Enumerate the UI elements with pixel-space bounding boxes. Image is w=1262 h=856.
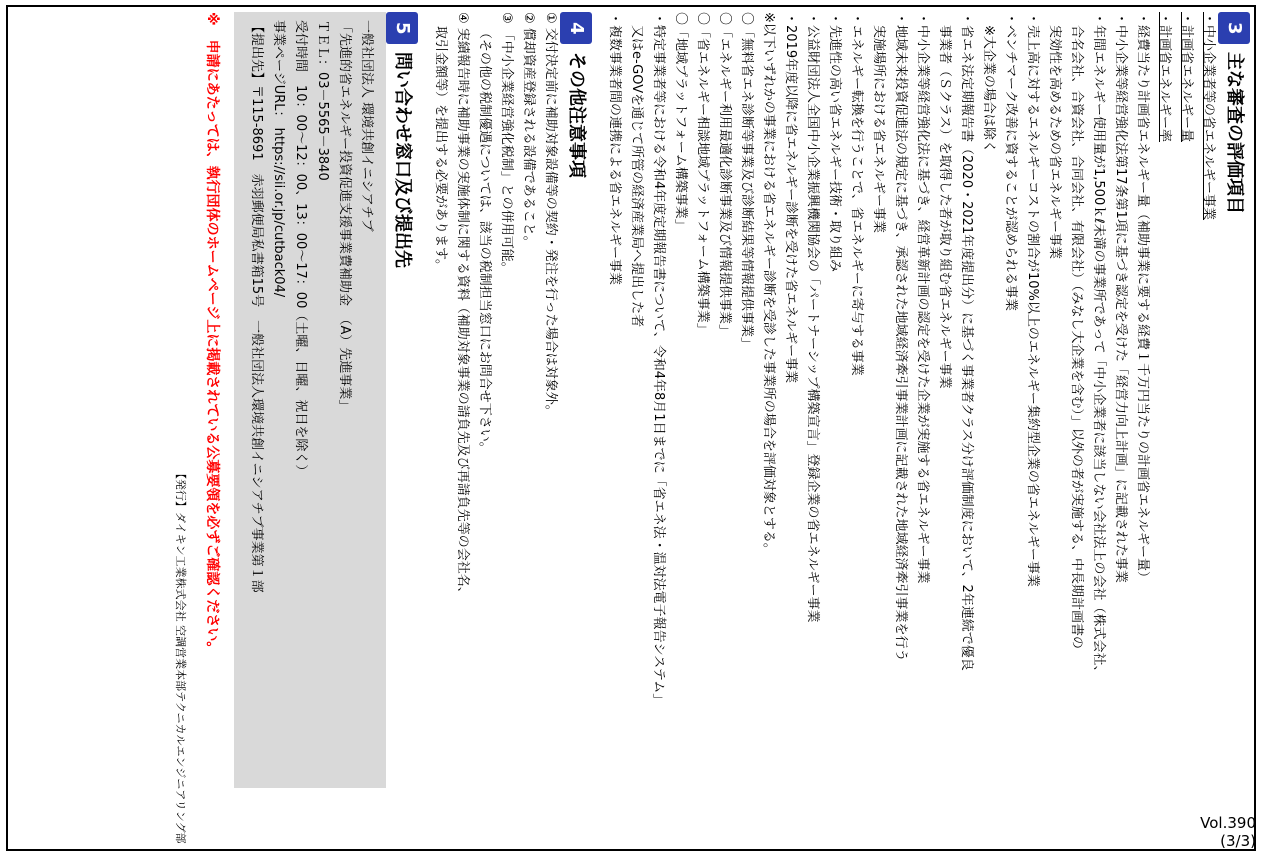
sec3-item-12: 事業者（Ｓクラス）を取得した者が取り組む省エネルギー事業 <box>937 12 952 389</box>
contact-line-3: 受付時間 10：00～12：00、13：00～17：00（土曜、日曜、祝日を除く） <box>293 20 308 478</box>
section-3 <box>604 12 1250 844</box>
sec3-item-23: 〇「省エネルギー相談地域プラットフォーム構築事業」 <box>695 12 710 336</box>
section-3-title: 主な審査の評価項目 <box>1224 52 1245 214</box>
sec3-item-18: ・公益財団法人全国中小企業振興機関協会の「パートナーシップ構築宣言」登録企業の省エネルギー事業 <box>805 12 820 623</box>
footer-publisher: 【発行】ダイキン工業株式会社 空調営業本部テクニカルエンジニアリング部 <box>174 468 187 844</box>
sec3-item-6: 合名会社、合資会社、合同会社、有限会社）（みなし大企業を含む）」以外の者が実施する、中長期計画書の <box>1069 12 1084 650</box>
sec3-item-26: 又はe-GOVを通じて所管の経済産業局へ提出した者 <box>629 12 644 328</box>
sec3-item-15: 実施場所における省エネルギー事業 <box>871 12 886 234</box>
sec3-item-14: ・地域未来投資促進法の規定に基づき、承認された地域経済牽引事業計画に記載された地域経済牽引事業を行う <box>893 12 908 662</box>
sec3-item-4: ・中小企業等経営強化法第17条第1項に基づき認定を受けた「経営力向上計画」に記載された事業 <box>1113 12 1128 583</box>
sec3-item-25: ・特定事業者等における令和4年度定期報告書について、令和4年8月1日までに「省エネ法・温対法電子報告システム」 <box>651 12 666 707</box>
section-5-title: 問い合わせ窓口及び提出先 <box>392 52 413 268</box>
sec3-item-9: ・ベンチマーク改善に資することが認められる事業 <box>1003 12 1018 312</box>
sec3-item-8: ・売上高に対するエネルギーコストの割合が10%以上のエネルギー集約型企業の省エネルギー事業 <box>1025 12 1040 587</box>
sec3-item-20: ※以下いずれかの事業における省エネルギー診断を受診した事業所の場合を評価対象とする。 <box>761 12 776 556</box>
sec4-item-5: 取引金額等）を提出する必要があります。 <box>433 26 448 272</box>
document-page <box>14 12 1250 844</box>
sec3-item-1: ・計画省エネルギー量 <box>1179 12 1194 143</box>
sec4-item-4: ④ 実績報告時に補助事業の実施体制に関する資料（補助対象事業の請負先及び再請負先等の会社名、 <box>455 12 470 600</box>
sec3-item-22: 〇「エネルギー利用最適化診断事業及び情報提供事業」 <box>717 12 732 338</box>
sec3-item-2: ・計画省エネルギー率 <box>1157 12 1172 143</box>
sec3-item-5: ・年間エネルギー使用量が1,500ｋℓ未満の事業所であって「中小企業者に該当しない会社法上の会社（株式会社、 <box>1091 12 1106 679</box>
sec3-item-17: ・先進性の高い省エネルギー技術・取り組み <box>827 12 842 273</box>
sec3-item-3: ・経費当たり計画省エネルギー量（補助事業に要する経費１千万円当たりの計画省エネルギー量） <box>1135 12 1150 585</box>
volume-number: Vol.390 <box>1200 814 1256 832</box>
sec4-item-3: （その他の税制優遇については、該当の税制担当窓口にお問合せ下さい。 <box>477 26 492 455</box>
volume-info <box>1200 814 1256 850</box>
sec3-item-11: ・省エネ法定期報告書（2020・2021年度提出分）に基づく事業者クラス分け評価制度において、2年連続で優良 <box>959 12 974 671</box>
section-5-header <box>386 12 418 836</box>
section-5-number-badge: 5 <box>386 12 418 44</box>
sec4-item-1: ② 償却資産登録される設備であること。 <box>521 12 536 249</box>
section-4-number-badge: 4 <box>560 12 592 44</box>
sec4-item-2: ③ 「中小企業経営強化税制」との併用可能。 <box>499 12 514 275</box>
sec3-item-19: ・2019年度以降に省エネルギー診断を受けた省エネルギー事業 <box>783 12 798 384</box>
section-3-header <box>1218 12 1250 836</box>
contact-line-4[interactable]: 事業ページURL： https://sii.or.jp/cutback04/ <box>271 20 286 298</box>
contact-line-1: 「先進的省エネルギー投資促進支援事業費補助金 （A）先進事業」 <box>337 20 352 413</box>
section-4-header <box>560 12 592 836</box>
notice-text: ※ 申請にあたっては、執行団体のホームページ上に掲載されている公募要領を必ずご確認ください。 <box>204 12 220 656</box>
contact-line-2: ＴＥＬ：03－5565－3840 <box>315 20 330 181</box>
sec3-item-10: ※大企業の場合は除く <box>981 12 996 153</box>
section-5 <box>234 12 418 844</box>
sec4-item-0: ① 交付決定前に補助対象設備等の契約・発注を行った場合は対象外。 <box>543 12 558 418</box>
section-4 <box>430 12 592 844</box>
sec3-item-7: 実効性を高めるための省エネルギー事業 <box>1047 12 1062 260</box>
contact-line-5: 【提出先】〒115-8691 赤羽郵便局私書箱15号 一般社団法人環境共創イニシアチブ事業第１部 <box>249 20 264 593</box>
section-4-title: その他注意事項 <box>566 52 587 178</box>
sec3-item-21: 〇「無料省エネ診断等事業及び診断結果等情報提供事業」 <box>739 12 754 351</box>
contact-box <box>234 12 386 788</box>
sec3-item-24: 〇「地域プラットフォーム構築事業」 <box>673 12 688 232</box>
contact-line-0: 一般社団法人 環境共創イニシアチブ <box>359 20 374 232</box>
sec3-item-16: ・エネルギー転換を行うことで、省エネルギーに寄与する事業 <box>849 12 864 376</box>
sec3-item-27: ・複数事業者間の連携による省エネルギー事業 <box>607 12 622 286</box>
section-3-number-badge: 3 <box>1218 12 1250 44</box>
sec3-item-0: ・中小企業者等の省エネルギー事業 <box>1201 12 1216 221</box>
sec3-item-13: ・中小企業等経営強化法に基づき、経営革新計画の認定を受けた企業が実施する省エネルギー事業 <box>915 12 930 584</box>
page-number: (3/3) <box>1220 832 1256 850</box>
